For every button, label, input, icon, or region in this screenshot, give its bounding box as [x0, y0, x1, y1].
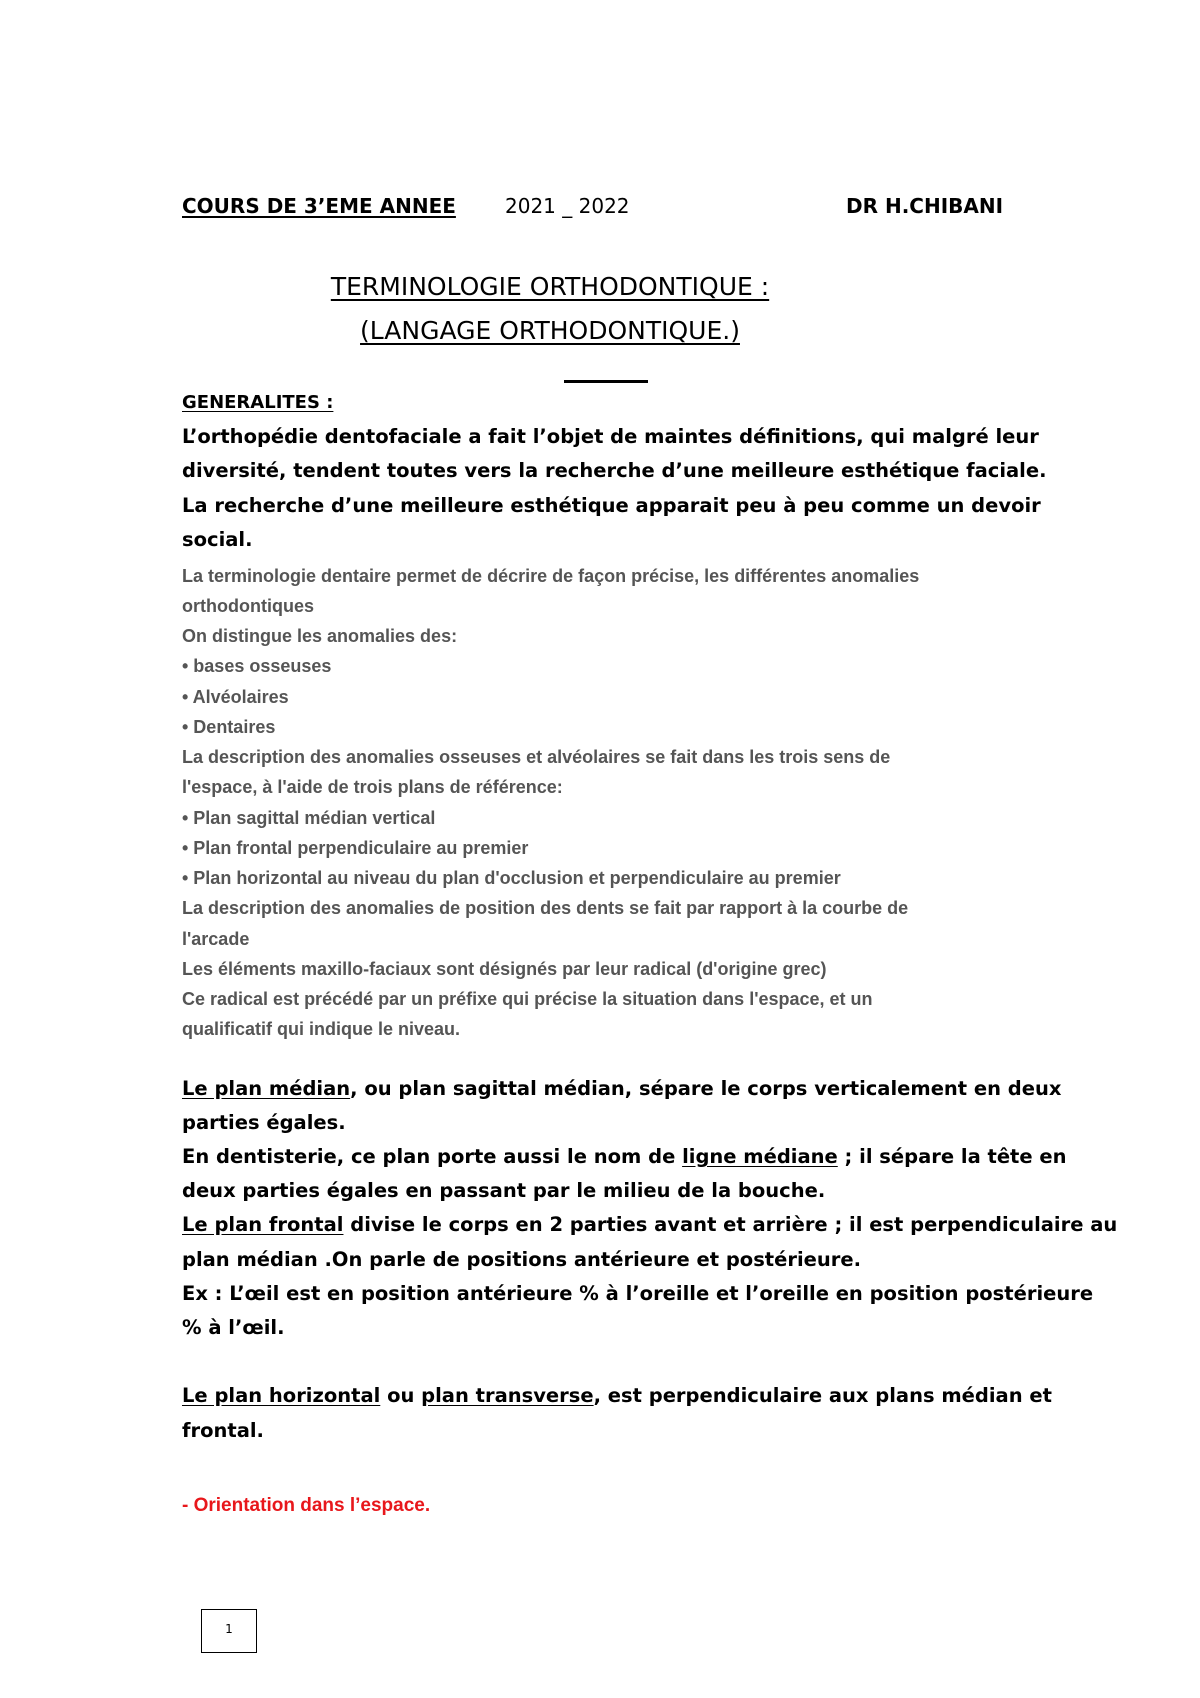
terminology-line: orthodontiques	[182, 596, 314, 616]
terminology-line: l'arcade	[182, 929, 250, 949]
generalites-line: La recherche d’une meilleure esthétique apparait peu à peu comme un devoir	[182, 494, 1041, 517]
generalites-line: L’orthopédie dentofaciale a fait l’objet de maintes définitions, qui malgré leur	[182, 425, 1039, 448]
example-line2: % à l’œil.	[182, 1316, 285, 1339]
frontal-plane-line2: plan médian .On parle de positions antérieure et postérieure.	[182, 1248, 862, 1271]
dentistry-text: En dentisterie, ce plan porte aussi le nom de	[182, 1145, 683, 1168]
academic-year: 2021 _ 2022	[505, 194, 630, 218]
list-item: • Dentaires	[182, 717, 276, 737]
document-title: TERMINOLOGIE ORTHODONTIQUE :	[330, 272, 770, 301]
median-plane-text: , ou plan sagittal médian, sépare le corps verticalement en deux	[350, 1077, 1062, 1100]
dentistry-line2: deux parties égales en passant par le milieu de la bouche.	[182, 1179, 826, 1202]
terminology-line: La description des anomalies de position des dents se fait par rapport à la courbe de	[182, 898, 909, 918]
terminology-line: La terminologie dentaire permet de décrire de façon précise, les différentes anomalies	[182, 566, 920, 586]
generalites-line: social.	[182, 528, 253, 551]
title-divider	[564, 380, 648, 383]
horizontal-plane-paragraph	[182, 1384, 1052, 1407]
terminology-line: qualificatif qui indique le niveau.	[182, 1019, 461, 1039]
page-number-box	[201, 1609, 257, 1653]
horizontal-plane-connector: ou	[380, 1384, 422, 1407]
transverse-plane-term: plan transverse	[421, 1384, 594, 1407]
median-plane-line2: parties égales.	[182, 1111, 346, 1134]
median-plane-paragraph	[182, 1077, 1061, 1100]
generalites-heading: GENERALITES :	[182, 392, 334, 413]
dentistry-text-end: ; il sépare la tête en	[837, 1145, 1067, 1168]
terminology-line: On distingue les anomalies des:	[182, 626, 458, 646]
page-number: 1	[225, 1622, 233, 1636]
frontal-plane-text: divise le corps en 2 parties avant et arrière ; il est perpendiculaire au	[343, 1213, 1118, 1236]
horizontal-plane-text: , est perpendiculaire aux plans médian et	[593, 1384, 1052, 1407]
frontal-plane-paragraph	[182, 1213, 1117, 1236]
frontal-plane-term: Le plan frontal	[182, 1213, 344, 1236]
terminology-line: l'espace, à l'aide de trois plans de référence:	[182, 777, 563, 797]
dentistry-paragraph	[182, 1145, 1067, 1168]
terminology-line: Les éléments maxillo-faciaux sont désignés par leur radical (d'origine grec)	[182, 959, 827, 979]
horizontal-plane-line2: frontal.	[182, 1419, 264, 1442]
list-item: • Plan sagittal médian vertical	[182, 808, 436, 828]
generalites-line: diversité, tendent toutes vers la recherche d’une meilleure esthétique faciale.	[182, 459, 1047, 482]
example-line: Ex : L’œil est en position antérieure % à l’oreille et l’oreille en position postérieure	[182, 1282, 1094, 1305]
orientation-heading: - Orientation dans l’espace.	[182, 1495, 431, 1516]
course-label: COURS DE 3’EME ANNEE	[182, 194, 456, 218]
terminology-line: Ce radical est précédé par un préfixe qui précise la situation dans l'espace, et un	[182, 989, 873, 1009]
list-item: • Plan frontal perpendiculaire au premier	[182, 838, 529, 858]
horizontal-plane-term: Le plan horizontal	[182, 1384, 381, 1407]
median-plane-term: Le plan médian	[182, 1077, 351, 1100]
terminology-line: La description des anomalies osseuses et alvéolaires se fait dans les trois sens de	[182, 747, 891, 767]
list-item: • bases osseuses	[182, 656, 332, 676]
document-subtitle: (LANGAGE ORTHODONTIQUE.)	[360, 316, 740, 345]
list-item: • Plan horizontal au niveau du plan d'occlusion et perpendiculaire au premier	[182, 868, 841, 888]
list-item: • Alvéolaires	[182, 687, 289, 707]
midline-term: ligne médiane	[682, 1145, 838, 1168]
author-name: DR H.CHIBANI	[846, 194, 1004, 218]
